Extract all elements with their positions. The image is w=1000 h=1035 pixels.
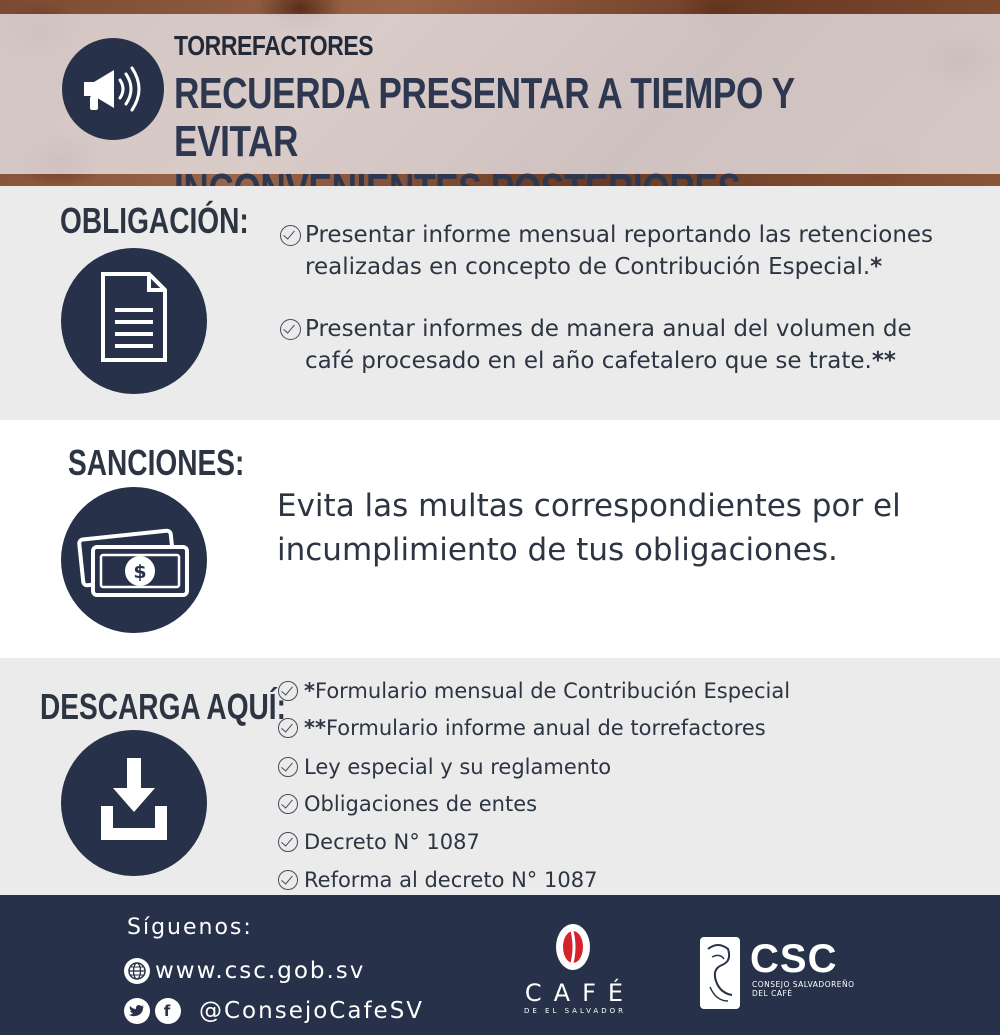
sanciones-text-line2: incumplimiento de tus obligaciones. bbox=[277, 532, 838, 568]
globe-icon bbox=[124, 958, 150, 984]
header-banner bbox=[0, 0, 1000, 186]
cafe-logo-sub: DE EL SALVADOR bbox=[524, 1007, 626, 1015]
obligacion-item-2-line1: Presentar informes de manera anual del volumen de bbox=[305, 316, 912, 342]
obligacion-item-2 bbox=[280, 313, 912, 377]
csc-logo-word: CSC bbox=[750, 937, 838, 981]
download-link-reforma[interactable] bbox=[278, 865, 597, 895]
download-link-label: Obligaciones de entes bbox=[304, 792, 538, 816]
sanciones-text-line1: Evita las multas correspondientes por el bbox=[277, 488, 901, 524]
obligacion-item-1-marker: * bbox=[870, 254, 883, 280]
descarga-label: DESCARGA AQUÍ: bbox=[40, 686, 286, 727]
website-link[interactable] bbox=[124, 958, 365, 984]
check-circle-icon bbox=[278, 757, 298, 777]
twitter-icon[interactable] bbox=[124, 998, 150, 1024]
obligacion-item-2-line2: café procesado en el año cafetalero que se trate. bbox=[305, 348, 872, 374]
footer bbox=[0, 895, 1000, 1035]
download-link-label: Formulario mensual de Contribución Especial bbox=[314, 679, 791, 703]
facebook-icon[interactable]: f bbox=[155, 998, 181, 1024]
check-circle-icon bbox=[278, 832, 298, 852]
follow-label: Síguenos: bbox=[127, 915, 253, 940]
download-link-obligaciones[interactable] bbox=[278, 789, 537, 819]
download-link-formulario-mensual[interactable] bbox=[278, 676, 790, 706]
social-handle[interactable]: @ConsejoCafeSV bbox=[199, 998, 425, 1024]
obligacion-item-1-line1: Presentar informe mensual reportando las retenciones bbox=[305, 222, 934, 248]
download-link-formulario-anual[interactable] bbox=[278, 713, 766, 743]
svg-text:$: $ bbox=[133, 561, 147, 583]
check-circle-icon bbox=[280, 319, 301, 340]
obligacion-label: OBLIGACIÓN: bbox=[60, 200, 249, 241]
csc-emblem-icon bbox=[698, 935, 742, 1011]
check-circle-icon bbox=[280, 225, 301, 246]
header-subtitle: TORREFACTORES bbox=[174, 30, 374, 61]
social-row bbox=[124, 998, 424, 1024]
sanciones-text bbox=[277, 484, 901, 572]
download-icon bbox=[61, 730, 207, 876]
csc-logo-sub: CONSEJO SALVADOREÑO DEL CAFÉ bbox=[752, 980, 855, 998]
cafe-de-el-salvador-logo bbox=[505, 921, 645, 1021]
obligacion-item-1 bbox=[280, 219, 933, 283]
download-link-ley-especial[interactable] bbox=[278, 752, 611, 782]
download-link-marker: ** bbox=[304, 716, 326, 740]
cafe-logo-word: CAFÉ bbox=[524, 979, 636, 1007]
download-link-label: Formulario informe anual de torrefactores bbox=[325, 716, 766, 740]
download-link-label: Reforma al decreto N° 1087 bbox=[304, 868, 598, 892]
sanciones-label: SANCIONES: bbox=[68, 442, 245, 483]
check-circle-icon bbox=[278, 718, 298, 738]
money-icon bbox=[61, 487, 207, 633]
download-link-label: Ley especial y su reglamento bbox=[304, 755, 612, 779]
coffee-bean-icon bbox=[505, 921, 645, 977]
csc-logo bbox=[698, 935, 858, 1015]
download-link-label: Decreto N° 1087 bbox=[304, 830, 480, 854]
header-title-line1: RECUERDA PRESENTAR A TIEMPO Y EVITAR bbox=[174, 69, 795, 166]
check-circle-icon bbox=[278, 681, 298, 701]
obligacion-item-2-marker: ** bbox=[871, 348, 896, 374]
obligacion-item-1-line2: realizadas en concepto de Contribución Especial. bbox=[305, 254, 871, 280]
website-text: www.csc.gob.sv bbox=[155, 958, 366, 984]
download-link-decreto[interactable] bbox=[278, 827, 480, 857]
check-circle-icon bbox=[278, 794, 298, 814]
check-circle-icon bbox=[278, 870, 298, 890]
document-icon bbox=[61, 248, 207, 394]
megaphone-icon bbox=[62, 38, 164, 140]
download-link-marker: * bbox=[304, 679, 315, 703]
